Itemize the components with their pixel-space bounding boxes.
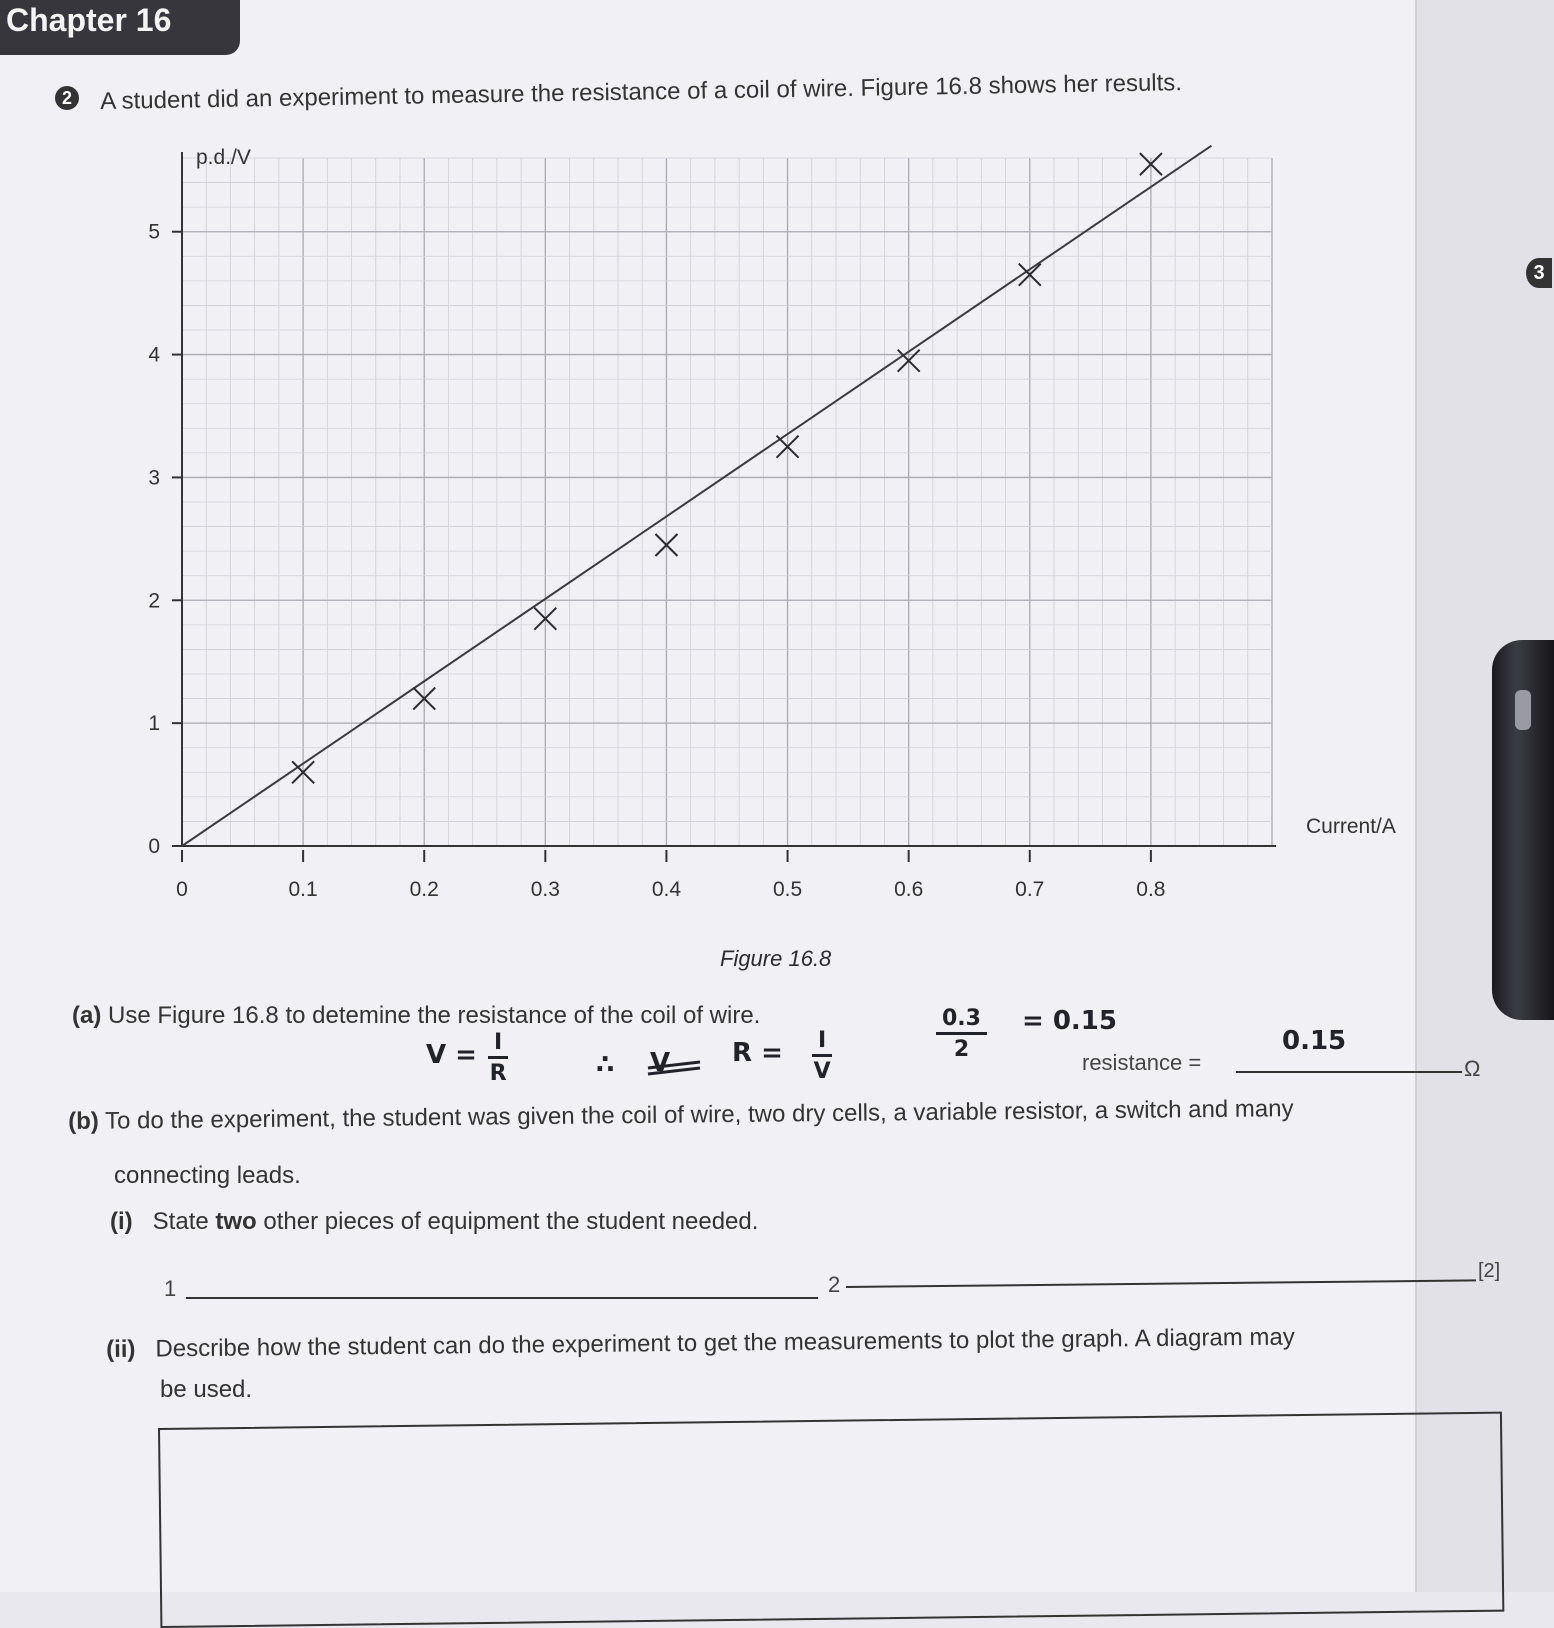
working-v-equation: V = [426, 1040, 477, 1070]
working-r-denominator: V [813, 1059, 831, 1084]
part-a-line [72, 1002, 760, 1030]
y-tick-label: 0 [148, 835, 160, 858]
equipment-item-2-label: 2 [828, 1272, 841, 1297]
part-b-i-text-end: other pieces of equipment the student needed. [263, 1208, 759, 1235]
part-a-label: (a) [72, 1002, 102, 1029]
part-b-ii-label: (ii) [106, 1335, 136, 1363]
equipment-item-1-label: 1 [164, 1276, 177, 1301]
part-b-i-text-bold: two [215, 1208, 257, 1235]
working-r-numerator: I [812, 1030, 832, 1057]
working-struck-symbol: V [650, 1048, 671, 1078]
working-v-fraction [488, 1032, 508, 1085]
chart-data-points [292, 153, 1162, 783]
x-tick-label: 0.8 [1136, 878, 1166, 901]
y-tick-label: 1 [148, 712, 160, 736]
figure-16-8-chart [0, 140, 1420, 940]
working-therefore: ∴ [596, 1050, 615, 1080]
x-tick-label: 0 [176, 878, 188, 901]
y-tick-label: 5 [148, 220, 160, 244]
x-tick-label: 0.4 [651, 878, 682, 901]
working-calc-fraction [936, 1008, 987, 1061]
y-tick-label: 4 [148, 343, 160, 367]
chart-grid [182, 158, 1272, 846]
working-v-denominator: R [489, 1061, 507, 1086]
question-number-badge: 2 [55, 86, 79, 110]
chart-ticks [148, 221, 1165, 901]
resistance-answer-line [1236, 1071, 1462, 1073]
x-axis-label: Current/A [1306, 815, 1396, 838]
best-fit-line [182, 146, 1211, 846]
working-v-numerator: I [488, 1032, 508, 1059]
resistance-unit: Ω [1464, 1056, 1481, 1081]
part-a-text: Use Figure 16.8 to detemine the resistance of the coil of wire. [108, 1002, 761, 1029]
y-axis-label: p.d./V [196, 146, 251, 169]
working-calc-denominator: 2 [953, 1037, 970, 1062]
answer-box [158, 1412, 1504, 1628]
x-tick-label: 0.5 [772, 878, 803, 901]
working-r-equation: R = [732, 1038, 783, 1068]
pen-clip [1515, 690, 1531, 730]
part-b-text-2: connecting leads. [114, 1162, 301, 1189]
question-text: A student did an experiment to measure the resistance of a coil of wire. Figure 16.8 shows her results. [100, 69, 1183, 115]
chart-best-fit-line [182, 146, 1211, 846]
part-b-ii-text-2: be used. [160, 1376, 253, 1403]
x-tick-label: 0.1 [288, 878, 318, 901]
x-tick-label: 0.7 [1015, 878, 1045, 901]
part-b-i-label: (i) [110, 1208, 133, 1235]
side-question-badge: 3 [1526, 258, 1552, 288]
part-b-i-line [110, 1208, 758, 1236]
part-b-ii-text-1: Describe how the student can do the experiment to get the measurements to plot the graph. A diagram may [155, 1323, 1295, 1363]
working-calc-numerator: 0.3 [936, 1008, 987, 1035]
resistance-answer: 0.15 [1282, 1026, 1347, 1056]
x-tick-label: 0.2 [409, 878, 439, 901]
y-tick-label: 2 [148, 589, 160, 613]
equipment-item-1-line [186, 1297, 818, 1299]
chapter-heading: Chapter 16 [0, 0, 240, 55]
y-tick-label: 3 [148, 466, 160, 490]
figure-caption: Figure 16.8 [720, 946, 832, 971]
part-b-i-text-start: State [152, 1208, 209, 1235]
working-r-fraction [812, 1030, 832, 1083]
working-calc-result: = 0.15 [1022, 1006, 1117, 1036]
resistance-label: resistance = [1082, 1050, 1202, 1075]
x-tick-label: 0.3 [530, 878, 560, 901]
x-tick-label: 0.6 [894, 878, 924, 901]
marks-label: [2] [1478, 1260, 1501, 1282]
working-strike-mark [646, 1050, 702, 1080]
part-b-label: (b) [68, 1107, 99, 1135]
part-b-text-1: To do the experiment, the student was given the coil of wire, two dry cells, a variable resistor, a switch and many [104, 1095, 1294, 1135]
